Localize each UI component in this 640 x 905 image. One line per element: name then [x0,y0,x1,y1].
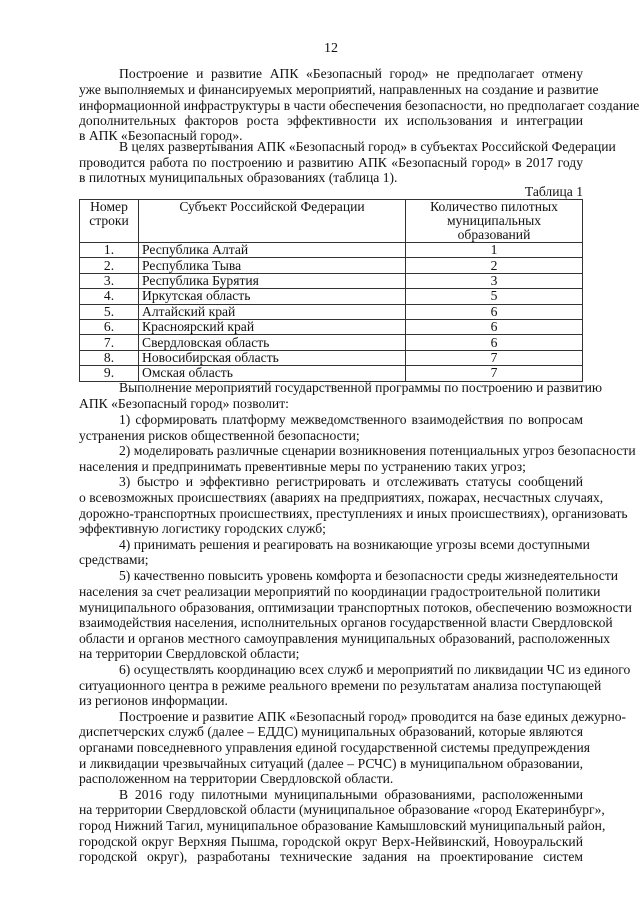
header-subject: Субъект Российской Федерации [139,200,406,243]
table-caption: Таблица 1 [524,184,583,199]
text-line: городской округ Верхняя Пышма, городской округ Верх-Нейвинский, Новоуральский [79,834,583,849]
table-row: 7. Свердловская область 6 [80,335,583,350]
text-line: проводится работа по построению и развитию АПК «Безопасный город» в 2017 году [79,155,583,170]
table-row: 1. Республика Алтай 1 [80,243,583,258]
text-line: населения за счет реализации мероприятий по координации градостроительной политики [79,584,601,599]
pilot-regions-table [79,199,583,382]
text-line: на территории Свердловской области (муниципальное образование «город Екатеринбург», [79,802,605,817]
text-line: В целях развертывания АПК «Безопасный город» в субъектах Российской Федерации [119,139,616,154]
text-line: дополнительных факторов роста эффективности их использования и интеграции [79,113,583,128]
text-line: и ликвидации чрезвычайных ситуаций (далее – РСЧС) в муниципальном образовании, [79,756,583,771]
text-line: населения и предпринимать превентивные меры по устранению таких угроз; [79,459,526,474]
text-line: дорожно-транспортных происшествиях, преступлениях и иных происшествиях), организовать [79,506,628,521]
text-line: 5) качественно повысить уровень комфорта и безопасности среды жизнедеятельности [119,568,619,583]
header-count: Количество пилотных муниципальных образований [406,200,583,243]
text-line: город Нижний Тагил, муниципальное образование Камышловский муниципальный район, [79,818,606,833]
text-line: Построение и развитие АПК «Безопасный город» не предполагает отмену [119,66,583,81]
text-line: диспетчерских служб (далее – ЕДДС) муниципальных образований, которые являются [79,724,583,739]
text-line: устранения рисков общественной безопасности; [79,428,360,443]
table-row: 8. Новосибирская область 7 [80,350,583,365]
text-line: 6) осуществлять координацию всех служб и мероприятий по ликвидации ЧС из единого [119,662,631,677]
table-row: 9. Омская область 7 [80,366,583,381]
table-row: 5. Алтайский край 6 [80,304,583,319]
text-line: 2) моделировать различные сценарии возникновения потенциальных угроз безопасности [119,443,636,458]
text-line: муниципального образования, оптимизации транспортных потоков, обеспечению возможности [79,600,632,615]
text-line: области и органов местного самоуправления муниципальных образований, расположенных [79,631,611,646]
text-line: из регионов информации. [79,693,228,708]
text-line: Построение и развитие АПК «Безопасный город» проводится на базе единых дежурно- [119,709,627,724]
text-line: 1) сформировать платформу межведомственного взаимодействия по вопросам [119,412,583,427]
text-line: 3) быстро и эффективно регистрировать и отслеживать статусы сообщений [119,474,583,489]
table-row: 2. Республика Тыва 2 [80,258,583,273]
text-line: о всевозможных происшествиях (авариях на предприятиях, пожарах, несчастных случаях, [79,490,604,505]
text-line: в пилотных муниципальных образованиях (таблица 1). [79,170,398,185]
text-line: информационной инфраструктуры в части обеспечения безопасности, но предполагает создание [79,98,640,113]
text-line: органами повседневного управления единой государственной системы предупреждения [79,740,590,755]
text-line: В 2016 году пилотными муниципальными образованиями, расположенными [119,787,583,802]
text-line: ситуационного центра в режиме реального времени по результатам анализа поступающей [79,678,602,693]
text-line: 4) принимать решения и реагировать на возникающие угрозы всеми доступными [119,537,590,552]
text-line: уже выполняемых и финансируемых мероприятий, направленных на создание и развитие [79,82,599,97]
text-line: на территории Свердловской области; [79,646,300,661]
text-line: эффективную логистику городских служб; [79,521,326,536]
page-number: 12 [324,41,338,56]
text-line: расположенном на территории Свердловской области. [79,771,394,786]
text-line: средствами; [79,552,149,567]
text-line: Выполнение мероприятий государственной программы по построению и развитию [119,380,603,395]
text-line: в АПК «Безопасный город». [79,128,243,143]
table-header-row [80,200,583,243]
header-number: Номер строки [80,200,139,243]
text-line: взаимодействия населения, исполнительных органов государственной власти Свердловской [79,615,613,630]
text-line: АПК «Безопасный город» позволит: [79,396,289,411]
table-row: 4. Иркутская область 5 [80,289,583,304]
table-row: 3. Республика Бурятия 3 [80,273,583,288]
table-row: 6. Красноярский край 6 [80,319,583,334]
text-line: городской округ), разработаны технические задания на проектирование систем [79,849,583,864]
